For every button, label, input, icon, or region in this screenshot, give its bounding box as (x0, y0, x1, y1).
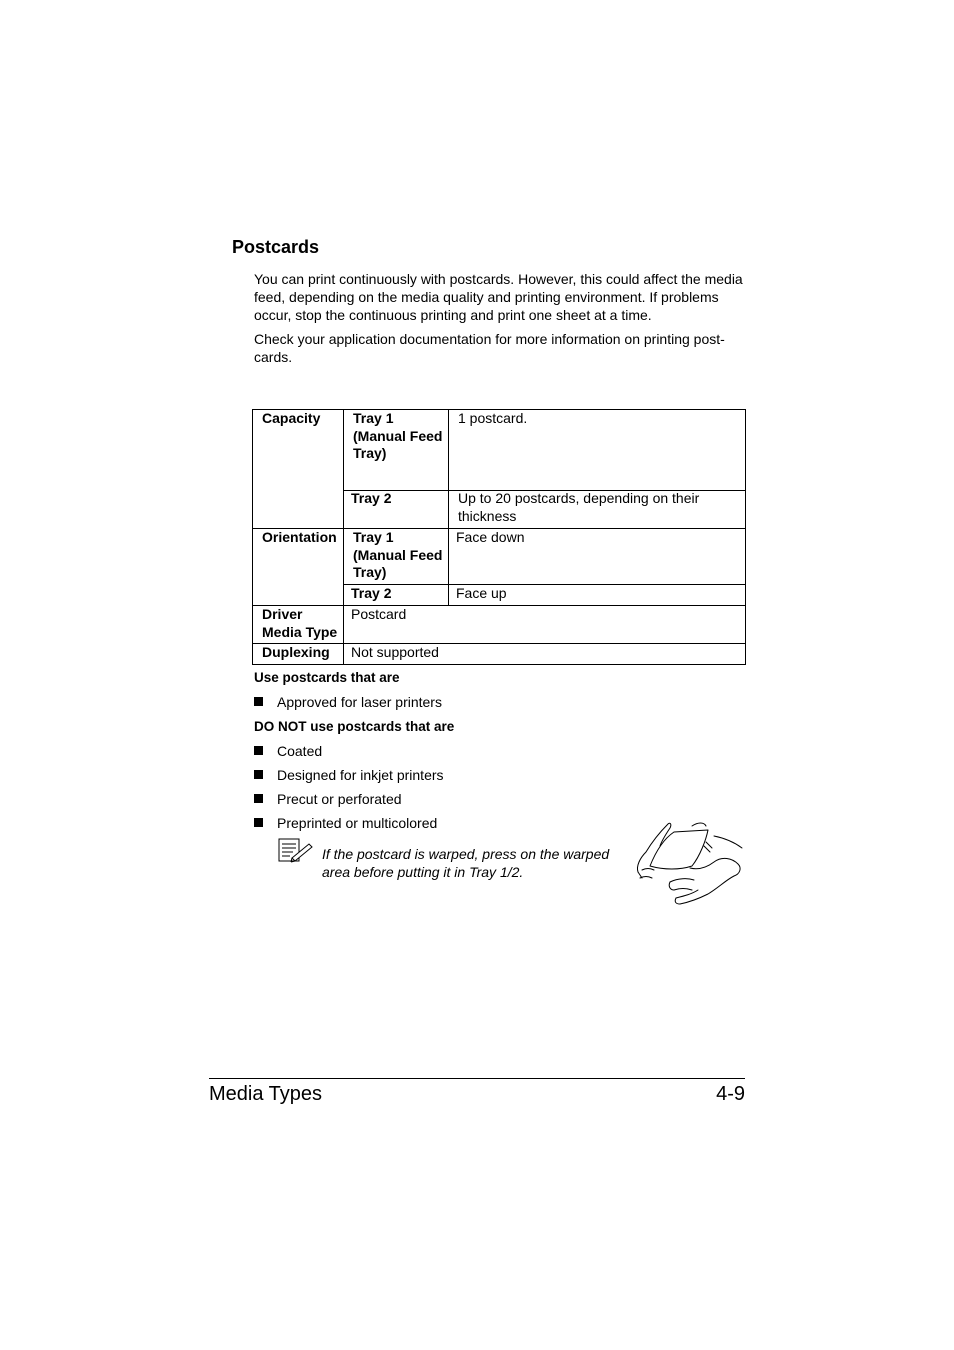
driver-media-type-value: Postcard (351, 606, 407, 622)
list-item: Approved for laser printers (254, 694, 442, 710)
bullet-icon (254, 697, 263, 706)
orientation-label: Orientation (262, 529, 337, 545)
bullet-icon (254, 794, 263, 803)
list-item: Coated (254, 743, 322, 759)
orientation-tray1-label: Tray 1 (Manual Feed Tray) (353, 529, 443, 580)
list-item: Designed for inkjet printers (254, 767, 444, 783)
capacity-tray1-value: 1 postcard. (458, 410, 528, 426)
duplexing-value: Not supported (351, 644, 439, 660)
orientation-tray2-value: Face up (456, 585, 507, 601)
dont-use-heading: DO NOT use postcards that are (254, 719, 455, 734)
intro-paragraph-1: You can print continuously with postcards. However, this could affect the media feed, depending on the media quality and printing environment. If problems occur, stop the continuous printing and print one sheet at a time. (254, 271, 743, 323)
capacity-tray2-label: Tray 2 (351, 490, 392, 506)
list-item: Preprinted or multicolored (254, 815, 437, 831)
footer-page-number: 4-9 (716, 1083, 745, 1105)
section-title: Postcards (232, 237, 320, 257)
orientation-tray2-label: Tray 2 (351, 585, 392, 601)
bullet-icon (254, 746, 263, 755)
bullet-icon (254, 818, 263, 827)
capacity-tray2-value: Up to 20 postcards, depending on their thickness (458, 490, 700, 524)
hands-pressing-postcard-illustration (634, 818, 746, 910)
intro-paragraph-2: Check your application documentation for more information on printing post-cards. (254, 331, 725, 365)
note-text: If the postcard is warped, press on the warped area before putting it in Tray 1/2. (322, 846, 610, 880)
capacity-label: Capacity (262, 410, 321, 426)
note-pencil-icon (278, 838, 314, 864)
orientation-tray1-value: Face down (456, 529, 525, 545)
driver-media-type-label: Driver Media Type (262, 606, 338, 640)
list-item: Precut or perforated (254, 791, 402, 807)
duplexing-label: Duplexing (262, 644, 330, 660)
use-heading: Use postcards that are (254, 670, 400, 685)
postcard-spec-table (252, 409, 746, 665)
capacity-tray1-label: Tray 1 (Manual Feed Tray) (353, 410, 443, 461)
bullet-icon (254, 770, 263, 779)
column-divider (448, 410, 449, 605)
footer-rule (209, 1078, 745, 1079)
footer-chapter-title: Media Types (209, 1083, 323, 1105)
column-divider (343, 410, 344, 664)
